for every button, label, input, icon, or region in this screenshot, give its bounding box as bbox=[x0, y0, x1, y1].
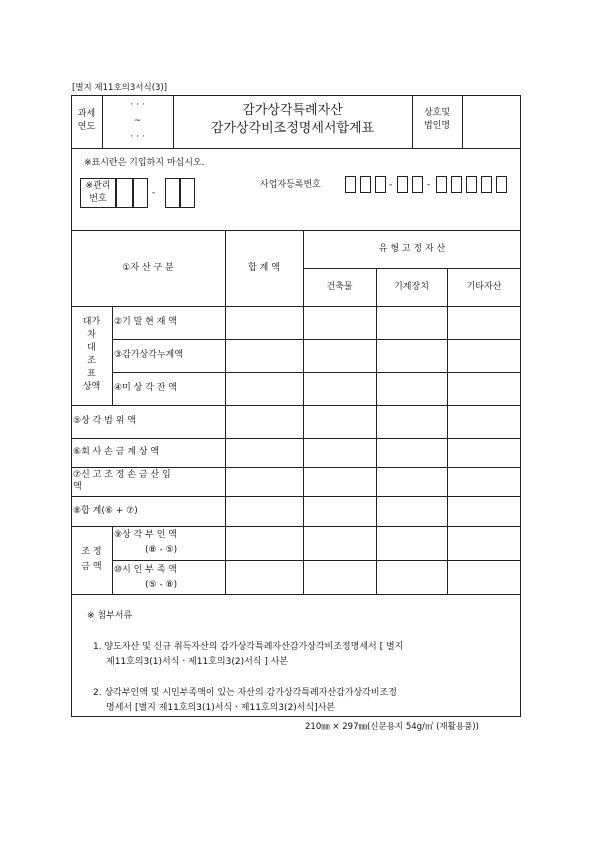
company-label-2: 법인명 bbox=[423, 121, 451, 131]
group-bs-label-5: 표 bbox=[87, 369, 96, 379]
cell-total-row2[interactable] bbox=[226, 307, 303, 339]
cell-other-row6[interactable] bbox=[448, 439, 520, 467]
cell-total-row5[interactable] bbox=[226, 406, 303, 438]
mgmt-label-2: 번호 bbox=[89, 194, 107, 204]
cell-machine-row8[interactable] bbox=[377, 497, 447, 526]
mgmt-number-box-2[interactable] bbox=[133, 178, 148, 208]
group-bs-label-2: 차 bbox=[87, 330, 96, 340]
cell-other-row5[interactable] bbox=[448, 406, 520, 438]
company-name-field[interactable] bbox=[463, 96, 520, 147]
cell-other-row8[interactable] bbox=[448, 497, 520, 526]
row-tax-adjustment: ⑦신 고 조 정 손 금 산 입 bbox=[73, 470, 171, 480]
row-excess-formula: (⑧ - ⑤) bbox=[145, 545, 178, 555]
row-depreciation-limit: ⑤상 각 범 위 액 bbox=[73, 416, 136, 426]
cell-building-row8[interactable] bbox=[304, 497, 376, 526]
biz-reg-digit[interactable] bbox=[466, 176, 477, 193]
row-shortfall: ⑩시 인 부 족 액 bbox=[114, 565, 177, 575]
cell-machine-row3[interactable] bbox=[377, 340, 447, 372]
row-excess-depreciation: ⑨상 각 부 인 액 bbox=[114, 530, 177, 540]
col-machine: 기계장치 bbox=[394, 282, 429, 292]
col-total: 합 계 액 bbox=[248, 263, 280, 273]
form-title-2: 감가상각비조정명세서합계표 bbox=[210, 121, 375, 136]
col-tangible: 유 형 고 정 자 산 bbox=[378, 244, 446, 254]
tax-year-label-2: 연도 bbox=[77, 122, 96, 132]
mgmt-label: ※관리 bbox=[85, 181, 111, 191]
attachment-item-2-cont: 명세서 [별지 제11호의3(1)서식ㆍ제11호의3(2)서식]사본 bbox=[106, 703, 336, 713]
cell-other-row3[interactable] bbox=[448, 340, 520, 372]
cell-total-row7[interactable] bbox=[226, 468, 303, 496]
group-bs-label: 대가 bbox=[82, 317, 101, 327]
col-other: 기타자산 bbox=[466, 282, 502, 292]
form-code: [별지 제11호의3서식(3)] bbox=[72, 83, 168, 93]
tax-year-label: 과세 bbox=[77, 109, 96, 119]
cell-total-row9[interactable] bbox=[226, 527, 303, 560]
cell-other-row2[interactable] bbox=[448, 307, 520, 339]
cell-total-row6[interactable] bbox=[226, 439, 303, 467]
cell-building-row9[interactable] bbox=[304, 527, 376, 560]
biz-reg-dash: - bbox=[389, 180, 393, 190]
group-bs-label-3: 대 bbox=[87, 343, 96, 353]
cell-building-row2[interactable] bbox=[304, 307, 376, 339]
attachment-item-2: 2. 상각부인액 및 시인부족액이 있는 자산의 감가상각특례자산감가상각비조정 bbox=[93, 688, 397, 698]
cell-building-row3[interactable] bbox=[304, 340, 376, 372]
biz-reg-digit[interactable] bbox=[375, 176, 386, 193]
cell-total-row8[interactable] bbox=[226, 497, 303, 526]
cell-machine-row5[interactable] bbox=[377, 406, 447, 438]
row-accum-depreciation: ③감가상각누계액 bbox=[114, 350, 183, 360]
group-bs-label-6: 상액 bbox=[82, 382, 101, 392]
row-tax-adjustment-2: 액 bbox=[73, 482, 82, 492]
cell-other-row4[interactable] bbox=[448, 373, 520, 405]
attachment-item-1-cont: 제11호의3(1)서식ㆍ제11호의3(2)서식 ] 사본 bbox=[106, 657, 289, 667]
mgmt-number-box-1[interactable] bbox=[116, 178, 133, 208]
row-shortfall-formula: (⑤ - ⑧) bbox=[145, 580, 178, 590]
biz-reg-dash: - bbox=[427, 180, 431, 190]
col-building: 건축물 bbox=[326, 282, 353, 292]
cell-machine-row9[interactable] bbox=[377, 527, 447, 560]
cell-machine-row6[interactable] bbox=[377, 439, 447, 467]
cell-total-row10[interactable] bbox=[226, 561, 303, 594]
cell-machine-row7[interactable] bbox=[377, 468, 447, 496]
cell-building-row4[interactable] bbox=[304, 373, 376, 405]
group-adj-label: 조 정 bbox=[81, 547, 102, 557]
mgmt-dash: - bbox=[152, 188, 156, 198]
cell-machine-row2[interactable] bbox=[377, 307, 447, 339]
mgmt-number-box-4[interactable] bbox=[180, 178, 195, 208]
cell-machine-row10[interactable] bbox=[377, 561, 447, 594]
biz-reg-digit[interactable] bbox=[496, 176, 507, 193]
group-bs-label-4: 조 bbox=[87, 356, 96, 366]
tax-year-start: · · · bbox=[130, 100, 145, 110]
tax-year-field[interactable] bbox=[103, 96, 172, 147]
cell-building-row6[interactable] bbox=[304, 439, 376, 467]
cell-machine-row4[interactable] bbox=[377, 373, 447, 405]
col-asset-class: ①자 산 구 분 bbox=[122, 263, 174, 273]
row-sum: ⑧합 계(⑥ + ⑦) bbox=[73, 506, 138, 516]
biz-reg-digit[interactable] bbox=[397, 176, 408, 193]
form-title: 감가상각특례자산 bbox=[242, 103, 343, 118]
biz-reg-digit[interactable] bbox=[360, 176, 371, 193]
biz-reg-digit[interactable] bbox=[451, 176, 462, 193]
cell-building-row10[interactable] bbox=[304, 561, 376, 594]
row-undepreciated: ④미 상 각 잔 액 bbox=[114, 383, 177, 393]
biz-reg-digit[interactable] bbox=[345, 176, 356, 193]
mgmt-number-box-3[interactable] bbox=[165, 178, 180, 208]
tax-year-end: · · · bbox=[130, 132, 145, 142]
attachment-item-1: 1. 양도자산 및 신규 취득자산의 감가상각특례자산감가상각비조정명세서 [ 별지 bbox=[93, 642, 404, 652]
cell-building-row5[interactable] bbox=[304, 406, 376, 438]
attachments-title: ※ 첨부서류 bbox=[87, 611, 133, 621]
cell-other-row10[interactable] bbox=[448, 561, 520, 594]
biz-reg-digit[interactable] bbox=[436, 176, 447, 193]
company-label: 상호및 bbox=[423, 108, 451, 118]
paper-spec: 210㎜ × 297㎜(신문용지 54g/㎡ (재활용품)) bbox=[305, 722, 479, 732]
biz-reg-digit[interactable] bbox=[412, 176, 423, 193]
cell-building-row7[interactable] bbox=[304, 468, 376, 496]
group-adj-label-2: 금 액 bbox=[81, 562, 102, 572]
cell-other-row7[interactable] bbox=[448, 468, 520, 496]
row-company-expense: ⑥회 사 손 금 계 상 액 bbox=[73, 447, 160, 457]
biz-reg-label: 사업자등록번호 bbox=[260, 180, 321, 190]
cell-total-row4[interactable] bbox=[226, 373, 303, 405]
row-ending-balance: ②기 말 현 재 액 bbox=[114, 317, 177, 327]
notice-text: ※표시란은 기입하지 마십시오. bbox=[84, 158, 205, 168]
biz-reg-digit[interactable] bbox=[481, 176, 492, 193]
cell-other-row9[interactable] bbox=[448, 527, 520, 560]
tax-year-tilde: ~ bbox=[133, 116, 142, 126]
cell-total-row3[interactable] bbox=[226, 340, 303, 372]
